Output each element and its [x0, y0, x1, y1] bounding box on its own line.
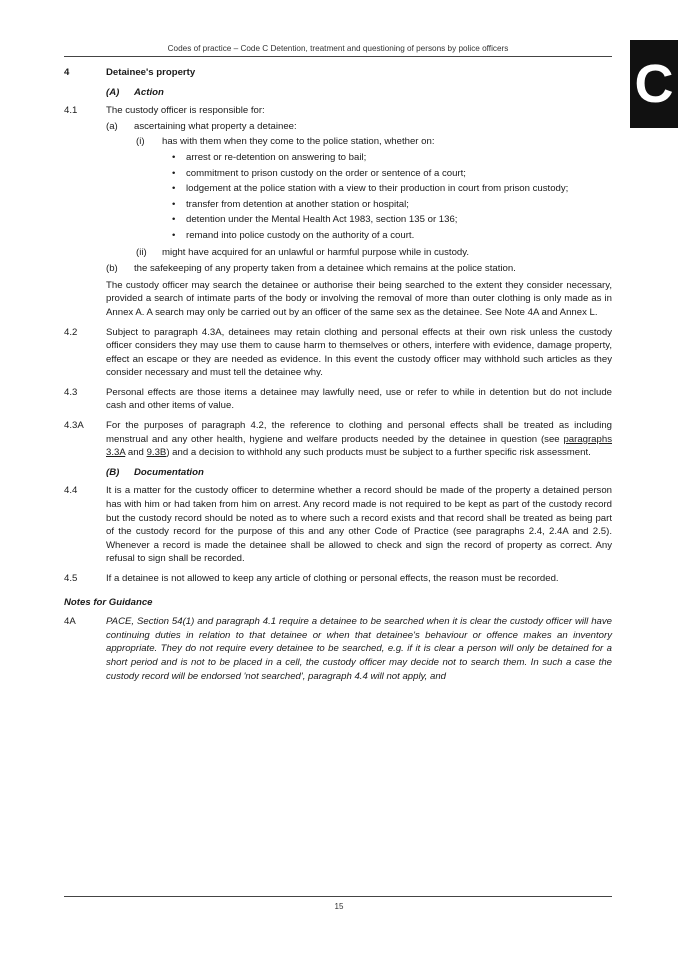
paragraph-number: 4.3 [64, 386, 78, 398]
paragraph-4-3 [64, 386, 612, 413]
section-tab: C [630, 40, 678, 128]
paragraph-text: It is a matter for the custody officer to determine whether a record should be made of the property a detained person has with him or had taken from him on arrest. Any record made is not required to be kept as part of the custody record but the custody record should be noted as to where such a record exists and that record shall be treated as being part of the custody record for the purpose of this and any other Code of Practice (see paragraphs 2.4, 2.4A and 2.5). Whenever a record is made the detainee shall be allowed to check and sign the record of property as correct. Any refusal to sign shall be recorded. [106, 485, 612, 565]
note-number: 4A [64, 616, 76, 628]
paragraph-9-3b-link[interactable]: 9.3B [146, 447, 167, 459]
item-b [64, 262, 612, 276]
subsection-b-title: Documentation [134, 466, 204, 478]
bullet-text: detention under the Mental Health Act 1983, section 135 or 136; [186, 214, 458, 226]
section-number: 4 [64, 67, 70, 78]
paragraph-number: 4.5 [64, 573, 78, 584]
bullet-icon: • [172, 214, 176, 226]
note-text: PACE, Section 54(1) and paragraph 4.1 require a detainee to be searched when it is clear the custody officer will have continuing duties in relation to that detainee or when that detainee's behaviour or offence makes an inventory appropriate. They do not require every detainee to be searched, e.g. if it is clear a person will only be detained for a short period and is not to be placed in a cell, the custody officer may decide not to search them. In such a case the custody record will be endorsed 'not searched', paragraph 4.4 will not apply, and [106, 616, 612, 682]
paragraph-text: The custody officer may search the detainee or authorise their being searched to the extent they consider necessary, provided a search of intimate parts of the body or involving the removal of more than outer clothing is only made as in Annex A. A search may only be carried out by an officer of the same sex as the detainee. See Note 4A and Annex L. [106, 279, 612, 318]
paragraph-4-4 [64, 484, 612, 566]
paragraph-3-3a-link[interactable]: paragraphs 3.3A [106, 433, 612, 459]
section-heading [64, 66, 612, 80]
paragraph-4-1 [64, 104, 612, 319]
bullet-icon: • [172, 151, 176, 163]
document-body [64, 66, 612, 689]
item-a [64, 120, 612, 134]
bullet-text: transfer from detention at another station or hospital; [186, 198, 409, 210]
section-title: Detainee's property [106, 67, 196, 78]
paragraph-number: 4.3A [64, 420, 84, 432]
paragraph-text: If a detainee is not allowed to keep any article of clothing or personal effects, the reason must be recorded. [106, 573, 559, 584]
paragraph-text: Personal effects are those items a detainee may lawfully need, use or refer to while in detention but do not include cash and other items of value. [106, 386, 612, 412]
item-text: the safekeeping of any property taken from a detainee which remains at the police station. [134, 263, 516, 275]
subsection-b-label: (B) [106, 466, 120, 478]
item-marker: (ii) [136, 246, 147, 258]
bullet-item [64, 198, 612, 212]
page-number: 15 [334, 902, 344, 911]
item-a-ii [64, 246, 612, 260]
bullet-text: remand into police custody on the authority of a court. [186, 229, 415, 241]
bullet-text: lodgement at the police station with a view to their production in court from prison custody; [186, 183, 569, 195]
item-text: has with them when they come to the police station, whether on: [162, 136, 435, 148]
paragraph-text: Subject to paragraph 4.3A, detainees may retain clothing and personal effects at their own risk unless the custody officer considers they may use them to cause harm to themselves or others, interfere with evidence, damage property, effect an escape or they are needed as evidence. In this event the custody officer may withhold such articles as they consider necessary and must tell the detainee why. [106, 326, 612, 379]
item-text: ascertaining what property a detainee: [134, 120, 297, 132]
item-marker: (i) [136, 136, 145, 148]
bullet-item [64, 213, 612, 227]
item-marker: (a) [106, 120, 118, 132]
header-rule [64, 56, 612, 57]
item-marker: (b) [106, 263, 118, 275]
subsection-a-heading [64, 86, 612, 100]
bullet-item [64, 151, 612, 165]
item-text: might have acquired for an unlawful or harmful purpose while in custody. [162, 246, 469, 258]
bullet-item [64, 229, 612, 243]
subsection-a-label: (A) [106, 86, 120, 98]
running-header: Codes of practice – Code C Detention, treatment and questioning of persons by police officers [167, 44, 509, 53]
item-a-i [64, 135, 612, 149]
notes-heading: Notes for Guidance [64, 596, 153, 608]
bullet-text: commitment to prison custody on the order or sentence of a court; [186, 167, 466, 179]
bullet-icon: • [172, 229, 176, 241]
paragraph-4-1-intro [64, 104, 612, 118]
bullet-item [64, 182, 612, 196]
bullet-text: arrest or re-detention on answering to bail; [186, 151, 367, 163]
subsection-b-heading [64, 466, 612, 480]
bullet-item [64, 167, 612, 181]
bullet-icon: • [172, 198, 176, 210]
subsection-a-title: Action [134, 86, 164, 98]
paragraph-4-5 [64, 572, 612, 586]
paragraph-4-3a [64, 419, 612, 460]
paragraph-text: The custody officer is responsible for: [106, 105, 265, 117]
paragraph-number: 4.2 [64, 326, 78, 338]
bullet-icon: • [172, 183, 176, 195]
paragraph-text: For the purposes of paragraph 4.2, the reference to clothing and personal effects shall be treated as including menstrual and any other health, hygiene and welfare products needed by the detainee in question (see paragraphs 3.3A and 9.3B) and a decision to withhold any such products must be subject to a further specific risk assessment. [106, 420, 612, 459]
paragraph-number: 4.1 [64, 105, 78, 117]
paragraph-4-1-closing [64, 279, 612, 320]
bullet-icon: • [172, 167, 176, 179]
note-4a [64, 615, 612, 683]
paragraph-number: 4.4 [64, 485, 78, 497]
footer-rule [64, 896, 612, 897]
paragraph-4-2 [64, 326, 612, 380]
